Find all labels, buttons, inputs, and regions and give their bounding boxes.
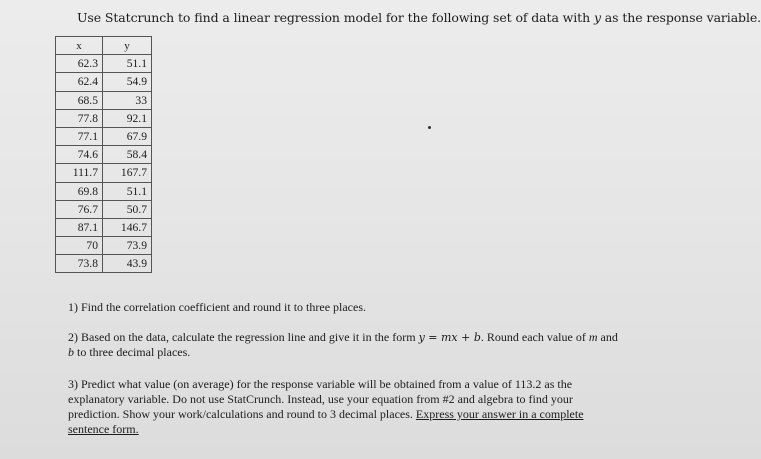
data-table [55, 36, 152, 273]
cell-y: 54.9 [103, 73, 152, 91]
cell-x: 87.1 [56, 218, 103, 236]
cell-y: 58.4 [103, 146, 152, 164]
cell-x: 76.7 [56, 200, 103, 218]
cell-y: 50.7 [103, 200, 152, 218]
cell-y: 167.7 [103, 164, 152, 182]
question-2-formula: y = mx + b [418, 331, 481, 344]
cell-y: 67.9 [103, 127, 152, 145]
question-3-underlined-instruction: Express your answer in a complete [415, 407, 584, 421]
table-row [56, 200, 152, 218]
table-row [56, 73, 152, 91]
table-row [56, 218, 152, 236]
cell-x: 77.1 [56, 127, 103, 145]
title-text-before: Use Statcrunch to find a linear regression model for the following set of data with [77, 10, 594, 25]
table-row [56, 55, 152, 73]
cell-x: 74.6 [56, 146, 103, 164]
cell-y: 73.9 [103, 237, 152, 255]
table-header-row [56, 37, 152, 55]
cell-x: 68.5 [56, 91, 103, 109]
cell-y: 33 [103, 91, 152, 109]
table-row [56, 164, 152, 182]
question-3-line-2: explanatory variable. Do not use StatCrunch. Instead, use your equation from #2 and algebra to find your [68, 392, 573, 406]
header-y: y [103, 37, 152, 55]
table-row [56, 182, 152, 200]
table-row [56, 109, 152, 127]
question-2-var-b: b [68, 345, 74, 359]
question-1-text: 1) Find the correlation coefficient and round it to three places. [68, 300, 367, 314]
question-2-text: 2) Based on the data, calculate the regression line and give it in the form [68, 330, 419, 344]
question-3-line-1: 3) Predict what value (on average) for the response variable will be obtained from a value of 113.2 as the [68, 377, 573, 391]
cell-x: 62.3 [56, 55, 103, 73]
cell-x: 70 [56, 237, 103, 255]
cell-y: 146.7 [103, 218, 152, 236]
instructions-title [77, 10, 761, 25]
cell-x: 73.8 [56, 255, 103, 273]
question-2-text-after: to three decimal places. [74, 345, 191, 359]
question-2-var-m: m [588, 330, 598, 344]
table-row [56, 237, 152, 255]
question-3-line-3: prediction. Show your work/calculations and round to 3 decimal places. [68, 407, 416, 421]
cell-x: 69.8 [56, 182, 103, 200]
cell-y: 92.1 [103, 109, 152, 127]
cell-x: 62.4 [56, 73, 103, 91]
cell-y: 51.1 [103, 182, 152, 200]
cell-x: 111.7 [56, 164, 103, 182]
question-2-text-and: and [597, 330, 618, 344]
cell-x: 77.8 [56, 109, 103, 127]
title-text-after: as the response variable. [600, 10, 761, 25]
table-row [56, 127, 152, 145]
header-x: x [56, 37, 103, 55]
question-2-text-mid: . Round each value of [480, 330, 589, 344]
question-3-line-4: sentence form. [68, 422, 139, 436]
title-variable: y [593, 10, 601, 25]
dust-speck [428, 126, 431, 129]
question-1 [68, 300, 693, 315]
table-row [56, 146, 152, 164]
question-2 [68, 330, 693, 360]
table-row [56, 91, 152, 109]
cell-y: 43.9 [103, 255, 152, 273]
table-row [56, 255, 152, 273]
cell-y: 51.1 [103, 55, 152, 73]
question-3 [68, 377, 693, 437]
